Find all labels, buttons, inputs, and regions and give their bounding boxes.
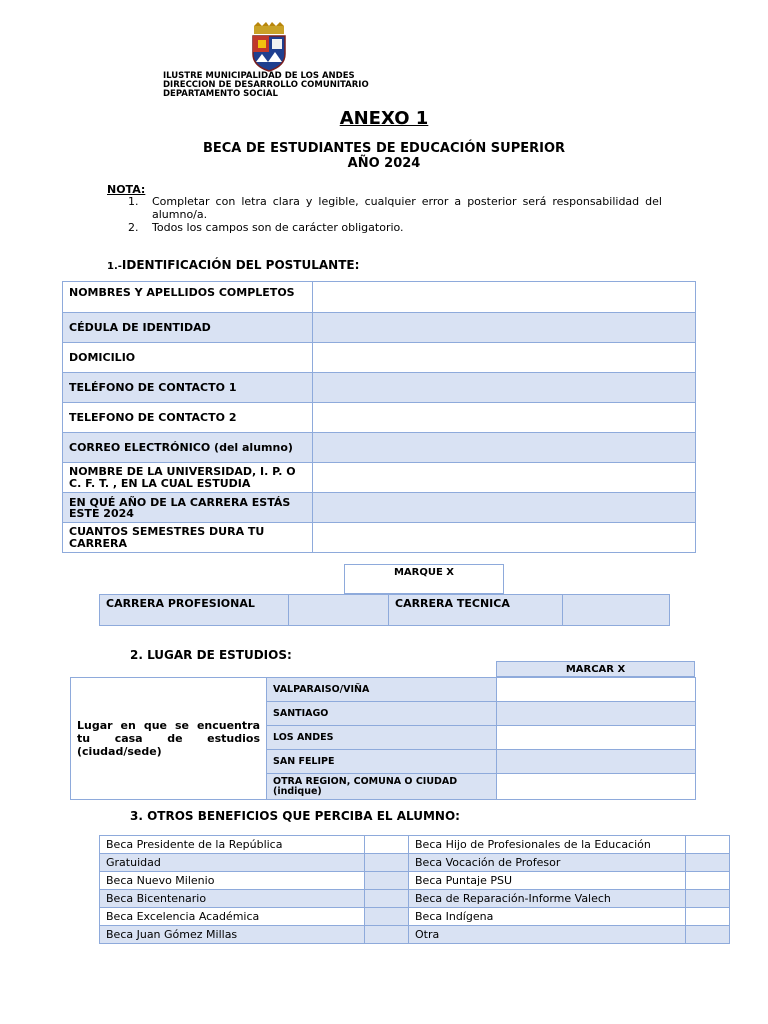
section1-num: 1.- bbox=[107, 261, 122, 272]
section3-title: 3. OTROS BENEFICIOS QUE PERCIBA EL ALUMNO: bbox=[130, 809, 460, 823]
row-input[interactable] bbox=[313, 343, 696, 373]
benefit-label: Beca Nuevo Milenio bbox=[100, 872, 365, 890]
benefits-table bbox=[99, 835, 730, 944]
benefit-label: Beca Vocación de Profesor bbox=[409, 854, 686, 872]
nota-item-num: 1. bbox=[128, 195, 139, 208]
row-label: CUANTOS SEMESTRES DURA TU CARRERA bbox=[63, 523, 313, 553]
row-input[interactable] bbox=[313, 523, 696, 553]
section1-heading bbox=[107, 258, 359, 272]
benefit-checkbox[interactable] bbox=[365, 872, 409, 890]
benefit-checkbox[interactable] bbox=[365, 854, 409, 872]
table-row bbox=[100, 854, 730, 872]
section1-title: IDENTIFICACIÓN DEL POSTULANTE: bbox=[121, 258, 360, 272]
table-row bbox=[63, 463, 696, 493]
benefit-checkbox[interactable] bbox=[365, 908, 409, 926]
carrera-profesional-label: CARRERA PROFESIONAL bbox=[100, 595, 289, 626]
page-title: ANEXO 1 bbox=[339, 108, 429, 129]
career-type-table bbox=[99, 594, 670, 626]
subtitle-1: BECA DE ESTUDIANTES DE EDUCACIÓN SUPERIOR bbox=[202, 141, 566, 156]
location-option: LOS ANDES bbox=[267, 726, 497, 750]
location-option: SAN FELIPE bbox=[267, 750, 497, 774]
benefit-checkbox[interactable] bbox=[686, 854, 730, 872]
benefit-checkbox[interactable] bbox=[686, 890, 730, 908]
table-row bbox=[63, 313, 696, 343]
location-checkbox[interactable] bbox=[497, 726, 696, 750]
header-line-2: DIRECCION DE DESARROLLO COMUNITARIO bbox=[163, 80, 369, 90]
row-input[interactable] bbox=[313, 373, 696, 403]
header-line-3: DEPARTAMENTO SOCIAL bbox=[163, 89, 278, 99]
row-label: TELÉFONO DE CONTACTO 1 bbox=[63, 373, 313, 403]
table-row bbox=[100, 836, 730, 854]
benefit-label: Gratuidad bbox=[100, 854, 365, 872]
nota-item-text: Todos los campos son de carácter obligatorio. bbox=[152, 221, 404, 234]
table-row bbox=[63, 493, 696, 523]
table-row bbox=[63, 373, 696, 403]
table-row bbox=[100, 926, 730, 944]
benefit-checkbox[interactable] bbox=[686, 908, 730, 926]
row-input[interactable] bbox=[313, 493, 696, 523]
nota-label: NOTA: bbox=[107, 183, 146, 196]
row-input[interactable] bbox=[313, 403, 696, 433]
benefit-label: Beca Indígena bbox=[409, 908, 686, 926]
table-row bbox=[71, 678, 696, 702]
row-input[interactable] bbox=[313, 463, 696, 493]
subtitle-2: AÑO 2024 bbox=[347, 156, 421, 171]
row-input[interactable] bbox=[313, 313, 696, 343]
location-option: VALPARAISO/VIÑA bbox=[267, 678, 497, 702]
row-label: CORREO ELECTRÓNICO (del alumno) bbox=[63, 433, 313, 463]
section2-title: 2. LUGAR DE ESTUDIOS: bbox=[130, 648, 292, 662]
table-row bbox=[100, 872, 730, 890]
benefit-label: Beca Excelencia Académica bbox=[100, 908, 365, 926]
location-checkbox[interactable] bbox=[497, 750, 696, 774]
table-row bbox=[100, 890, 730, 908]
table-row bbox=[63, 433, 696, 463]
row-label: CÉDULA DE IDENTIDAD bbox=[63, 313, 313, 343]
benefit-checkbox[interactable] bbox=[686, 872, 730, 890]
row-label: DOMICILIO bbox=[63, 343, 313, 373]
benefit-label: Beca Hijo de Profesionales de la Educación bbox=[409, 836, 686, 854]
benefit-label: Beca Bicentenario bbox=[100, 890, 365, 908]
municipal-crest-icon bbox=[248, 22, 290, 72]
benefit-checkbox[interactable] bbox=[365, 836, 409, 854]
location-option: OTRA REGION, COMUNA O CIUDAD (indique) bbox=[267, 774, 497, 800]
benefit-checkbox[interactable] bbox=[686, 926, 730, 944]
table-row bbox=[100, 908, 730, 926]
benefit-label: Beca de Reparación-Informe Valech bbox=[409, 890, 686, 908]
table-row bbox=[63, 282, 696, 313]
nota-item-2 bbox=[128, 221, 662, 234]
row-input[interactable] bbox=[313, 433, 696, 463]
benefit-checkbox[interactable] bbox=[686, 836, 730, 854]
benefit-label: Beca Puntaje PSU bbox=[409, 872, 686, 890]
location-checkbox[interactable] bbox=[497, 678, 696, 702]
carrera-profesional-checkbox[interactable] bbox=[289, 595, 389, 626]
benefit-checkbox[interactable] bbox=[365, 890, 409, 908]
row-input[interactable] bbox=[313, 282, 696, 313]
row-label: TELEFONO DE CONTACTO 2 bbox=[63, 403, 313, 433]
table-row bbox=[100, 595, 670, 626]
benefit-label: Beca Presidente de la República bbox=[100, 836, 365, 854]
marcar-header: MARCAR X bbox=[496, 661, 695, 677]
table-row bbox=[63, 343, 696, 373]
marque-header: MARQUE X bbox=[344, 564, 504, 594]
nota-item-text: Completar con letra clara y legible, cualquier error a posterior será responsabilidad del alumno/a. bbox=[152, 195, 662, 221]
benefit-label: Otra bbox=[409, 926, 686, 944]
nota-item-num: 2. bbox=[128, 221, 139, 234]
carrera-tecnica-label: CARRERA TECNICA bbox=[389, 595, 563, 626]
location-label: Lugar en que se encuentra tu casa de estudios (ciudad/sede) bbox=[71, 678, 267, 800]
study-location-table bbox=[70, 677, 696, 800]
location-option: SANTIAGO bbox=[267, 702, 497, 726]
row-label: NOMBRES Y APELLIDOS COMPLETOS bbox=[63, 282, 313, 313]
benefit-label: Beca Juan Gómez Millas bbox=[100, 926, 365, 944]
header-line-1: ILUSTRE MUNICIPALIDAD DE LOS ANDES bbox=[163, 71, 355, 81]
table-row bbox=[63, 523, 696, 553]
table-row bbox=[63, 403, 696, 433]
row-label: EN QUÉ AÑO DE LA CARRERA ESTÁS ESTE 2024 bbox=[63, 493, 313, 523]
nota-item-1 bbox=[128, 195, 662, 221]
identification-table bbox=[62, 281, 696, 553]
location-checkbox[interactable] bbox=[497, 774, 696, 800]
location-checkbox[interactable] bbox=[497, 702, 696, 726]
carrera-tecnica-checkbox[interactable] bbox=[563, 595, 670, 626]
benefit-checkbox[interactable] bbox=[365, 926, 409, 944]
row-label: NOMBRE DE LA UNIVERSIDAD, I. P. O C. F. T. , EN LA CUAL ESTUDIA bbox=[63, 463, 313, 493]
